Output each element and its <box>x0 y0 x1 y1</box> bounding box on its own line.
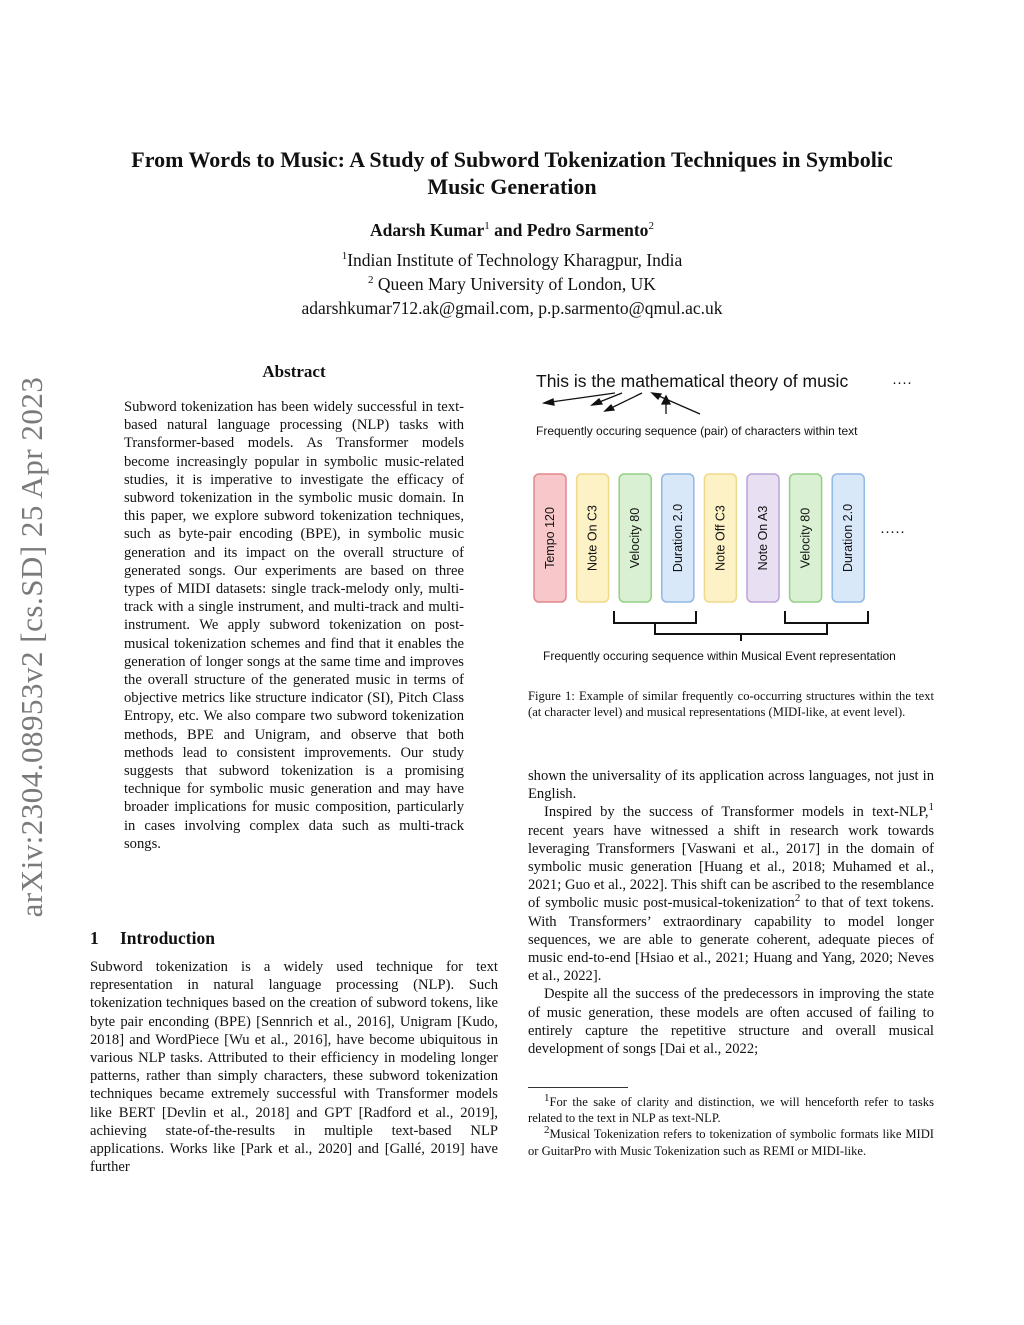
bracket-left <box>614 611 696 623</box>
abstract-body: Subword tokenization has been widely successful in text-based natural language processing (NLP) tasks with Transformer-based models. As Transformer models become increasingly popular in symbolic music-related studies, it is imperative to investigate the efficacy of subword tokenization in the symbolic music domain. In this paper, we explore subword tokenization techniques, such as byte-pair encoding (BPE), in symbolic music generation and its impact on the overall structure of generated songs. Our experiments are based on three types of MIDI datasets: single track-melody only, multi-track with a single instrument, and multi-track and multi-instrument. We apply subword tokenization on post-musical tokenization schemes and find that it enables the generation of longer songs at the same time and improves the overall structure of the generated music in terms of objective metrics like structure indicator (SI), Pitch Class Entropy, etc. We also compare two subword tokenization methods, BPE and Unigram, and observe that both methods lead to consistent improvements. Our study suggests that subword tokenization is a promising technique for symbolic music generation and may have broader implications for music composition, particularly in cases involving complex data such as multi-track songs. <box>124 399 464 852</box>
paragraph-2 <box>528 803 934 985</box>
bracket-join <box>655 623 827 634</box>
footnotes <box>528 1091 934 1159</box>
grouping-brackets <box>614 611 868 641</box>
paragraph-2-part-c: to that of text tokens. With Transformers’ extraordinary capability to model longer sequences, we are able to generate coherent, adequate pieces of music end-to-end [Hsiao et al., 2021; Huang and Yang, 2020; Neves et al., 2022]. <box>528 895 934 985</box>
token-boxes <box>534 474 864 602</box>
text-pair-arrows <box>544 393 700 414</box>
arxiv-sidebar <box>8 352 56 942</box>
title-line-2: Music Generation <box>427 174 597 199</box>
bracket-right <box>785 611 868 623</box>
affiliation-2 <box>0 274 1024 295</box>
author-2-affil: 2 <box>648 220 654 233</box>
footnote-1-text: For the sake of clarity and distinction, we will henceforth refer to tasks related to the text in NLP as text-NLP. <box>528 1095 934 1126</box>
author-emails: adarshkumar712.ak@gmail.com, p.p.sarmento@qmul.ac.uk <box>301 298 723 318</box>
introduction-body: Subword tokenization is a widely used technique for text representation in natural language processing (NLP). Such tokenization techniques based on the creation of subword tokens, like byte pair enconding (BPE) [Sennrich et al., 2016], Unigram [Kudo, 2018] and WordPiece [Wu et al., 2016], have become ubiquitous in various NLP tasks. Attributed to their efficiency in modeling longer patterns, rather than simply characters, these subword tokenization techniques became extremely successful with Transformer models like BERT [Devlin et al., 2018] and GPT [Radford et al., 2019], achieving state-of-the-results in multiple text-based NLP applications. Works like [Park et al., 2020] and [Gallé, 2019] have further <box>90 959 498 1176</box>
author-conjunction: and Pedro Sarmento <box>489 220 649 240</box>
arrow-2-head <box>592 399 602 405</box>
footnote-2-text: Musical Tokenization refers to tokenization of symbolic formats like MIDI or GuitarPro with Music Tokenization such as REMI or MIDI-like. <box>528 1127 934 1158</box>
sentence-ellipsis: ···· <box>892 374 912 391</box>
token-label: Velocity 80 <box>798 507 813 569</box>
paragraph-2-part-a: Inspired by the success of Transformer models in text-NLP, <box>544 804 929 821</box>
token-ellipsis: ····· <box>880 523 905 540</box>
author-1: Adarsh Kumar <box>370 220 485 240</box>
arrow-1 <box>544 393 615 403</box>
text-caption: Frequently occuring sequence (pair) of characters within text <box>536 424 858 438</box>
affiliation-2-text: Queen Mary University of London, UK <box>373 274 656 294</box>
affiliation-1 <box>0 250 1024 271</box>
token-label: Note Off C3 <box>713 505 728 571</box>
affiliation-1-text: Indian Institute of Technology Kharagpur, India <box>347 250 683 270</box>
token-label: Note On C3 <box>585 504 600 572</box>
figure-caption: Figure 1: Example of similar frequently co-occurring structures within the text (at character level) and musical representations (MIDI-like, at event level). <box>528 689 934 720</box>
token-box <box>704 474 736 602</box>
token-box <box>747 474 779 602</box>
section-title: Introduction <box>120 928 215 948</box>
arrow-1-head <box>544 399 554 405</box>
author-1-affil: 1 <box>484 220 490 233</box>
section-number: 1 <box>90 928 99 948</box>
arrow-3-head <box>605 405 614 411</box>
token-label: Duration 2.0 <box>841 503 856 573</box>
token-box <box>619 474 651 602</box>
token-box <box>790 474 822 602</box>
paragraph-1: shown the universality of its application across languages, not just in English. <box>528 768 934 803</box>
token-label: Duration 2.0 <box>670 503 685 573</box>
paragraph-2-part-b: recent years have witnessed a shift in research work towards leveraging Transformers [Vaswani et al., 2017] in the domain of symbolic music generation [Huang et al., 2018; Muhamed et al., 2021; Guo et al., 2022]. This shift can be ascribed to the resemblance of symbolic music post-musical-tokenization <box>528 822 934 912</box>
token-label: Note On A3 <box>756 505 770 571</box>
section-heading-introduction <box>90 928 215 949</box>
token-box <box>662 474 694 602</box>
token-label: Velocity 80 <box>628 507 643 569</box>
abstract-heading: Abstract <box>262 362 326 381</box>
footnote-ref-1: 1 <box>928 801 934 814</box>
figure-sentence: This is the mathematical theory of music <box>536 371 849 391</box>
affiliation-1-mark: 1 <box>341 250 348 263</box>
footnote-2-mark: 2 <box>544 1124 550 1137</box>
token-label: Tempo 120 <box>543 507 557 569</box>
author-line <box>0 220 1024 241</box>
arxiv-identifier: arXiv:2304.08953v2 [cs.SD] 25 Apr 2023 <box>14 376 49 918</box>
footnote-rule <box>528 1087 628 1088</box>
title-line-1: From Words to Music: A Study of Subword Tokenization Techniques in Symbolic <box>131 147 893 172</box>
arrow-4-head <box>652 393 661 399</box>
right-column-body <box>528 767 934 1058</box>
footnote-1-mark: 1 <box>544 1091 550 1104</box>
paragraph-3: Despite all the success of the predecessors in improving the state of music generation, these models are often accused of failing to entirely capture the repetitive structure and overall musical development of songs [Dai et al., 2022; <box>528 986 934 1058</box>
footnote-2 <box>528 1126 934 1158</box>
figure-1 <box>530 366 938 666</box>
footnote-1 <box>528 1091 934 1126</box>
footnote-ref-2: 2 <box>794 892 801 905</box>
affiliation-2-mark: 2 <box>368 274 374 287</box>
paper-title <box>60 146 964 200</box>
token-box <box>832 474 864 602</box>
token-box <box>577 474 609 602</box>
music-caption: Frequently occuring sequence within Musical Event representation <box>543 649 896 663</box>
token-box <box>534 474 566 602</box>
